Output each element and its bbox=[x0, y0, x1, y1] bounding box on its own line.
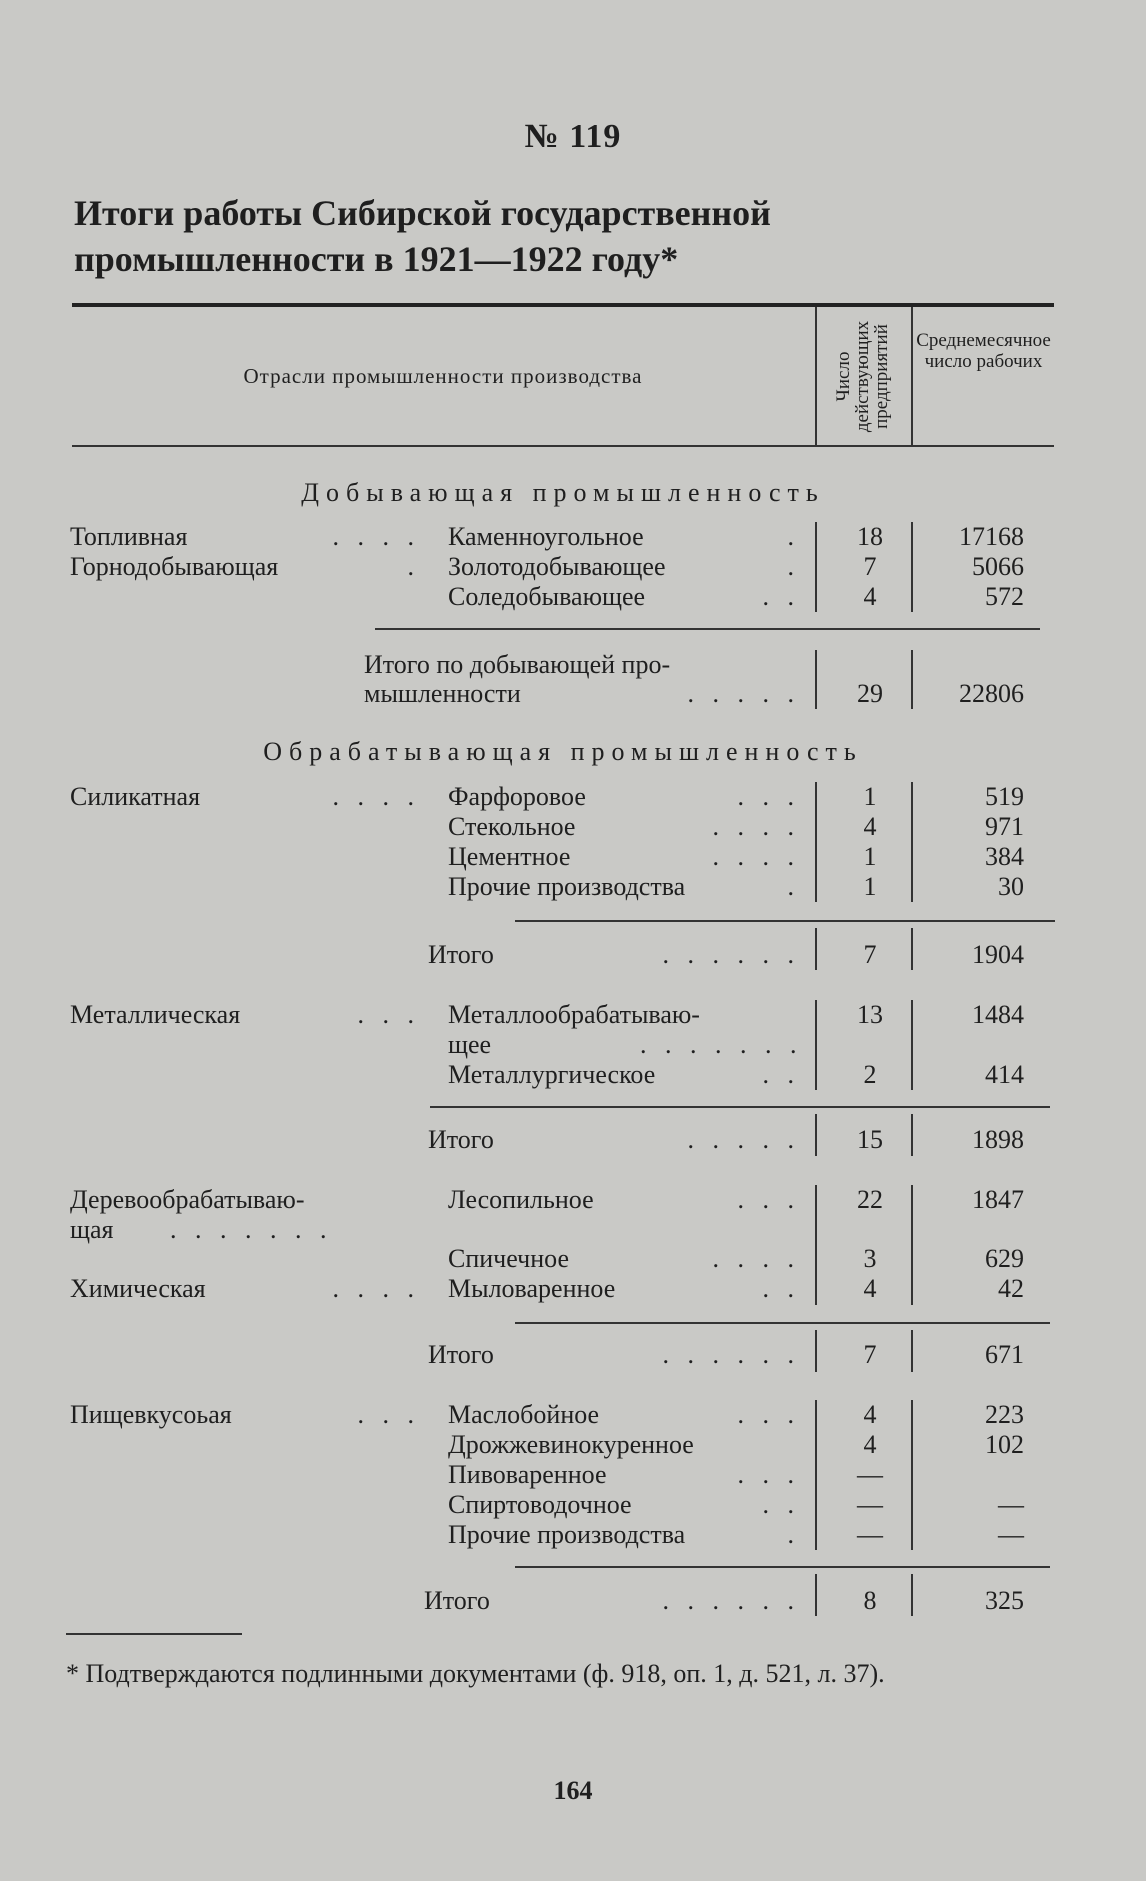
workers-count: 42 bbox=[998, 1274, 1024, 1303]
table-row bbox=[0, 1490, 1146, 1520]
column-divider bbox=[911, 782, 913, 902]
workers-count: — bbox=[998, 1520, 1024, 1549]
workers-count: 971 bbox=[985, 812, 1024, 841]
production-name: Цементное bbox=[448, 842, 571, 871]
workers-count: 1484 bbox=[972, 1000, 1024, 1029]
branch-name: Деревообрабатываю- bbox=[70, 1185, 305, 1214]
header-divider-1 bbox=[815, 307, 817, 445]
document-number: № 119 bbox=[524, 118, 622, 155]
section-processing: Обрабатывающая промышленность bbox=[263, 737, 863, 766]
leader-dots: . . . . . . . bbox=[170, 1215, 333, 1244]
workers-count: 629 bbox=[985, 1244, 1024, 1273]
leader-dots: . . . bbox=[357, 1000, 420, 1029]
production-name: Спиртоводочное bbox=[448, 1490, 632, 1519]
production-name: Пивоваренное bbox=[448, 1460, 607, 1489]
production-name: Металлообрабатываю- bbox=[448, 1000, 700, 1029]
production-name: Дрожжевинокуренное bbox=[448, 1430, 694, 1459]
leader-dots: . bbox=[407, 552, 420, 581]
workers-count: 30 bbox=[998, 872, 1024, 901]
table-row-total bbox=[0, 1586, 1146, 1616]
subtotal-rule bbox=[375, 628, 1040, 630]
production-name: Спичечное bbox=[448, 1244, 569, 1273]
leader-dots: . . . . bbox=[712, 1244, 800, 1273]
column-divider bbox=[815, 1185, 817, 1305]
column-divider bbox=[911, 1400, 913, 1550]
table-row bbox=[0, 1244, 1146, 1274]
table-row bbox=[0, 1030, 1146, 1060]
enterprises-count: 1 bbox=[863, 782, 877, 811]
page-number: 164 bbox=[553, 1776, 593, 1805]
branch-name: Горнодобывающая bbox=[70, 552, 279, 581]
production-name: Металлургическое bbox=[448, 1060, 656, 1089]
leader-dots: . . . . . . bbox=[662, 940, 800, 969]
column-divider bbox=[815, 782, 817, 902]
column-divider bbox=[815, 1574, 817, 1616]
total-label: Итого bbox=[428, 1340, 494, 1369]
column-divider bbox=[815, 928, 817, 970]
branch-name: Химическая bbox=[70, 1274, 206, 1303]
enterprises-count: 4 bbox=[863, 1400, 877, 1429]
column-divider bbox=[911, 1000, 913, 1090]
leader-dots: . . . bbox=[737, 1460, 800, 1489]
leader-dots: . . bbox=[762, 1490, 800, 1519]
enterprises-count: 13 bbox=[857, 1000, 883, 1029]
workers-count: 414 bbox=[985, 1060, 1024, 1089]
enterprises-count: 4 bbox=[863, 1274, 877, 1303]
leader-dots: . . . . . . . bbox=[640, 1030, 803, 1059]
table-top-rule bbox=[72, 303, 1054, 307]
table-row bbox=[0, 1460, 1146, 1490]
leader-dots: . . . . bbox=[712, 812, 800, 841]
enterprises-count: — bbox=[857, 1490, 883, 1519]
production-name: Лесопильное bbox=[448, 1185, 594, 1214]
leader-dots: . . . . . bbox=[687, 1125, 800, 1154]
leader-dots: . . bbox=[762, 582, 800, 611]
table-row bbox=[0, 872, 1146, 902]
table-row-total bbox=[0, 679, 1146, 709]
leader-dots: . . . bbox=[737, 782, 800, 811]
production-name: Прочие производства bbox=[448, 872, 686, 901]
leader-dots: . . . bbox=[737, 1400, 800, 1429]
branch-name: щая bbox=[70, 1215, 114, 1244]
workers-count: 572 bbox=[985, 582, 1024, 611]
table-row bbox=[0, 1274, 1146, 1304]
workers-count: 22806 bbox=[959, 679, 1024, 708]
column-divider bbox=[911, 1114, 913, 1156]
enterprises-count: 2 bbox=[863, 1060, 877, 1089]
leader-dots: . . bbox=[762, 1060, 800, 1089]
column-divider bbox=[815, 650, 817, 709]
enterprises-count: — bbox=[857, 1460, 883, 1489]
workers-count: 223 bbox=[985, 1400, 1024, 1429]
production-name: Стекольное bbox=[448, 812, 576, 841]
table-row-total bbox=[0, 1125, 1146, 1155]
total-label: Итого по добывающей про- bbox=[364, 650, 671, 679]
enterprises-count: 1 bbox=[863, 842, 877, 871]
enterprises-count: 8 bbox=[863, 1586, 877, 1615]
workers-count: 1904 bbox=[972, 940, 1024, 969]
workers-count: 102 bbox=[985, 1430, 1024, 1459]
leader-dots: . . . bbox=[357, 1400, 420, 1429]
leader-dots: . bbox=[787, 552, 800, 581]
column-divider bbox=[815, 1330, 817, 1372]
subtotal-rule bbox=[515, 920, 1055, 922]
branch-name: Пищевкусоьая bbox=[70, 1400, 232, 1429]
header-enterprises-text: Число действующих предприятий bbox=[833, 320, 893, 432]
table-row bbox=[0, 1060, 1146, 1090]
enterprises-count: 7 bbox=[863, 1340, 877, 1369]
column-divider bbox=[911, 1574, 913, 1616]
total-label: Итого bbox=[428, 1125, 494, 1154]
production-name: Прочие производства bbox=[448, 1520, 686, 1549]
subtotal-rule bbox=[515, 1566, 1050, 1568]
branch-name: Силикатная bbox=[70, 782, 201, 811]
production-name: Маслобойное bbox=[448, 1400, 600, 1429]
header-divider-2 bbox=[911, 307, 913, 445]
table-row bbox=[0, 1000, 1146, 1030]
production-name: щее bbox=[448, 1030, 492, 1059]
production-name: Золотодобывающее bbox=[448, 552, 666, 581]
footnote-rule bbox=[66, 1633, 242, 1635]
production-name: Соледобывающее bbox=[448, 582, 646, 611]
leader-dots: . bbox=[787, 522, 800, 551]
leader-dots: . . . . . bbox=[687, 679, 800, 708]
total-label: Итого bbox=[428, 940, 494, 969]
workers-count: 519 bbox=[985, 782, 1024, 811]
enterprises-count: 4 bbox=[863, 582, 877, 611]
header-branches: Отрасли промышленности производства bbox=[243, 364, 643, 388]
column-divider bbox=[815, 522, 817, 612]
table-row bbox=[0, 812, 1146, 842]
production-name: Фарфоровое bbox=[448, 782, 586, 811]
workers-count: — bbox=[998, 1490, 1024, 1519]
branch-name: Металлическая bbox=[70, 1000, 241, 1029]
total-label: мышленности bbox=[364, 679, 521, 708]
table-row bbox=[0, 582, 1146, 612]
column-divider bbox=[815, 1400, 817, 1550]
enterprises-count: 4 bbox=[863, 1430, 877, 1459]
leader-dots: . . . . bbox=[332, 782, 420, 811]
document-title: Итоги работы Сибирской государственной промышленности в 1921—1922 году* bbox=[74, 193, 771, 279]
column-divider bbox=[815, 1114, 817, 1156]
table-row-total bbox=[0, 650, 1146, 680]
table-row bbox=[0, 552, 1146, 582]
column-divider bbox=[911, 522, 913, 612]
table-row bbox=[0, 1520, 1146, 1550]
table-row bbox=[0, 1430, 1146, 1460]
enterprises-count: 1 bbox=[863, 872, 877, 901]
enterprises-count: 15 bbox=[857, 1125, 883, 1154]
table-row-total bbox=[0, 940, 1146, 970]
column-divider bbox=[911, 650, 913, 709]
leader-dots: . bbox=[787, 1520, 800, 1549]
leader-dots: . . . . bbox=[712, 842, 800, 871]
workers-count: 1847 bbox=[972, 1185, 1024, 1214]
table-row bbox=[0, 782, 1146, 812]
column-divider bbox=[911, 1330, 913, 1372]
enterprises-count: 18 bbox=[857, 522, 883, 551]
table-row bbox=[0, 1215, 1146, 1245]
leader-dots: . . . . bbox=[332, 1274, 420, 1303]
header-workers: Среднемесячное число рабочих bbox=[916, 330, 1051, 372]
leader-dots: . . . bbox=[737, 1185, 800, 1214]
table-row bbox=[0, 842, 1146, 872]
workers-count: 671 bbox=[985, 1340, 1024, 1369]
column-divider bbox=[815, 1000, 817, 1090]
table-row bbox=[0, 522, 1146, 552]
leader-dots: . . . . bbox=[332, 522, 420, 551]
workers-count: 1898 bbox=[972, 1125, 1024, 1154]
table-row-total bbox=[0, 1340, 1146, 1370]
leader-dots: . . bbox=[762, 1274, 800, 1303]
workers-count: 384 bbox=[985, 842, 1024, 871]
column-divider bbox=[911, 928, 913, 970]
subtotal-rule bbox=[515, 1322, 1050, 1324]
enterprises-count: 7 bbox=[863, 552, 877, 581]
enterprises-count: 29 bbox=[857, 679, 883, 708]
total-label: Итого bbox=[424, 1586, 490, 1615]
subtotal-rule bbox=[430, 1106, 1050, 1108]
enterprises-count: 22 bbox=[857, 1185, 883, 1214]
header-enterprises bbox=[815, 310, 911, 442]
enterprises-count: 4 bbox=[863, 812, 877, 841]
section-mining: Добывающая промышленность bbox=[301, 478, 825, 507]
branch-name: Топливная bbox=[70, 522, 188, 551]
table-row bbox=[0, 1185, 1146, 1215]
enterprises-count: 3 bbox=[863, 1244, 877, 1273]
leader-dots: . . . . . . bbox=[662, 1340, 800, 1369]
workers-count: 17168 bbox=[959, 522, 1024, 551]
leader-dots: . . . . . . bbox=[662, 1586, 800, 1615]
workers-count: 325 bbox=[985, 1586, 1024, 1615]
workers-count: 5066 bbox=[972, 552, 1024, 581]
footnote: * Подтверждаются подлинными документами (ф. 918, оп. 1, д. 521, л. 37). bbox=[66, 1659, 885, 1688]
column-divider bbox=[911, 1185, 913, 1305]
enterprises-count: — bbox=[857, 1520, 883, 1549]
enterprises-count: 7 bbox=[863, 940, 877, 969]
leader-dots: . bbox=[787, 872, 800, 901]
table-header-rule bbox=[72, 445, 1054, 447]
production-name: Каменноугольное bbox=[448, 522, 644, 551]
table-row bbox=[0, 1400, 1146, 1430]
production-name: Мыловаренное bbox=[448, 1274, 616, 1303]
